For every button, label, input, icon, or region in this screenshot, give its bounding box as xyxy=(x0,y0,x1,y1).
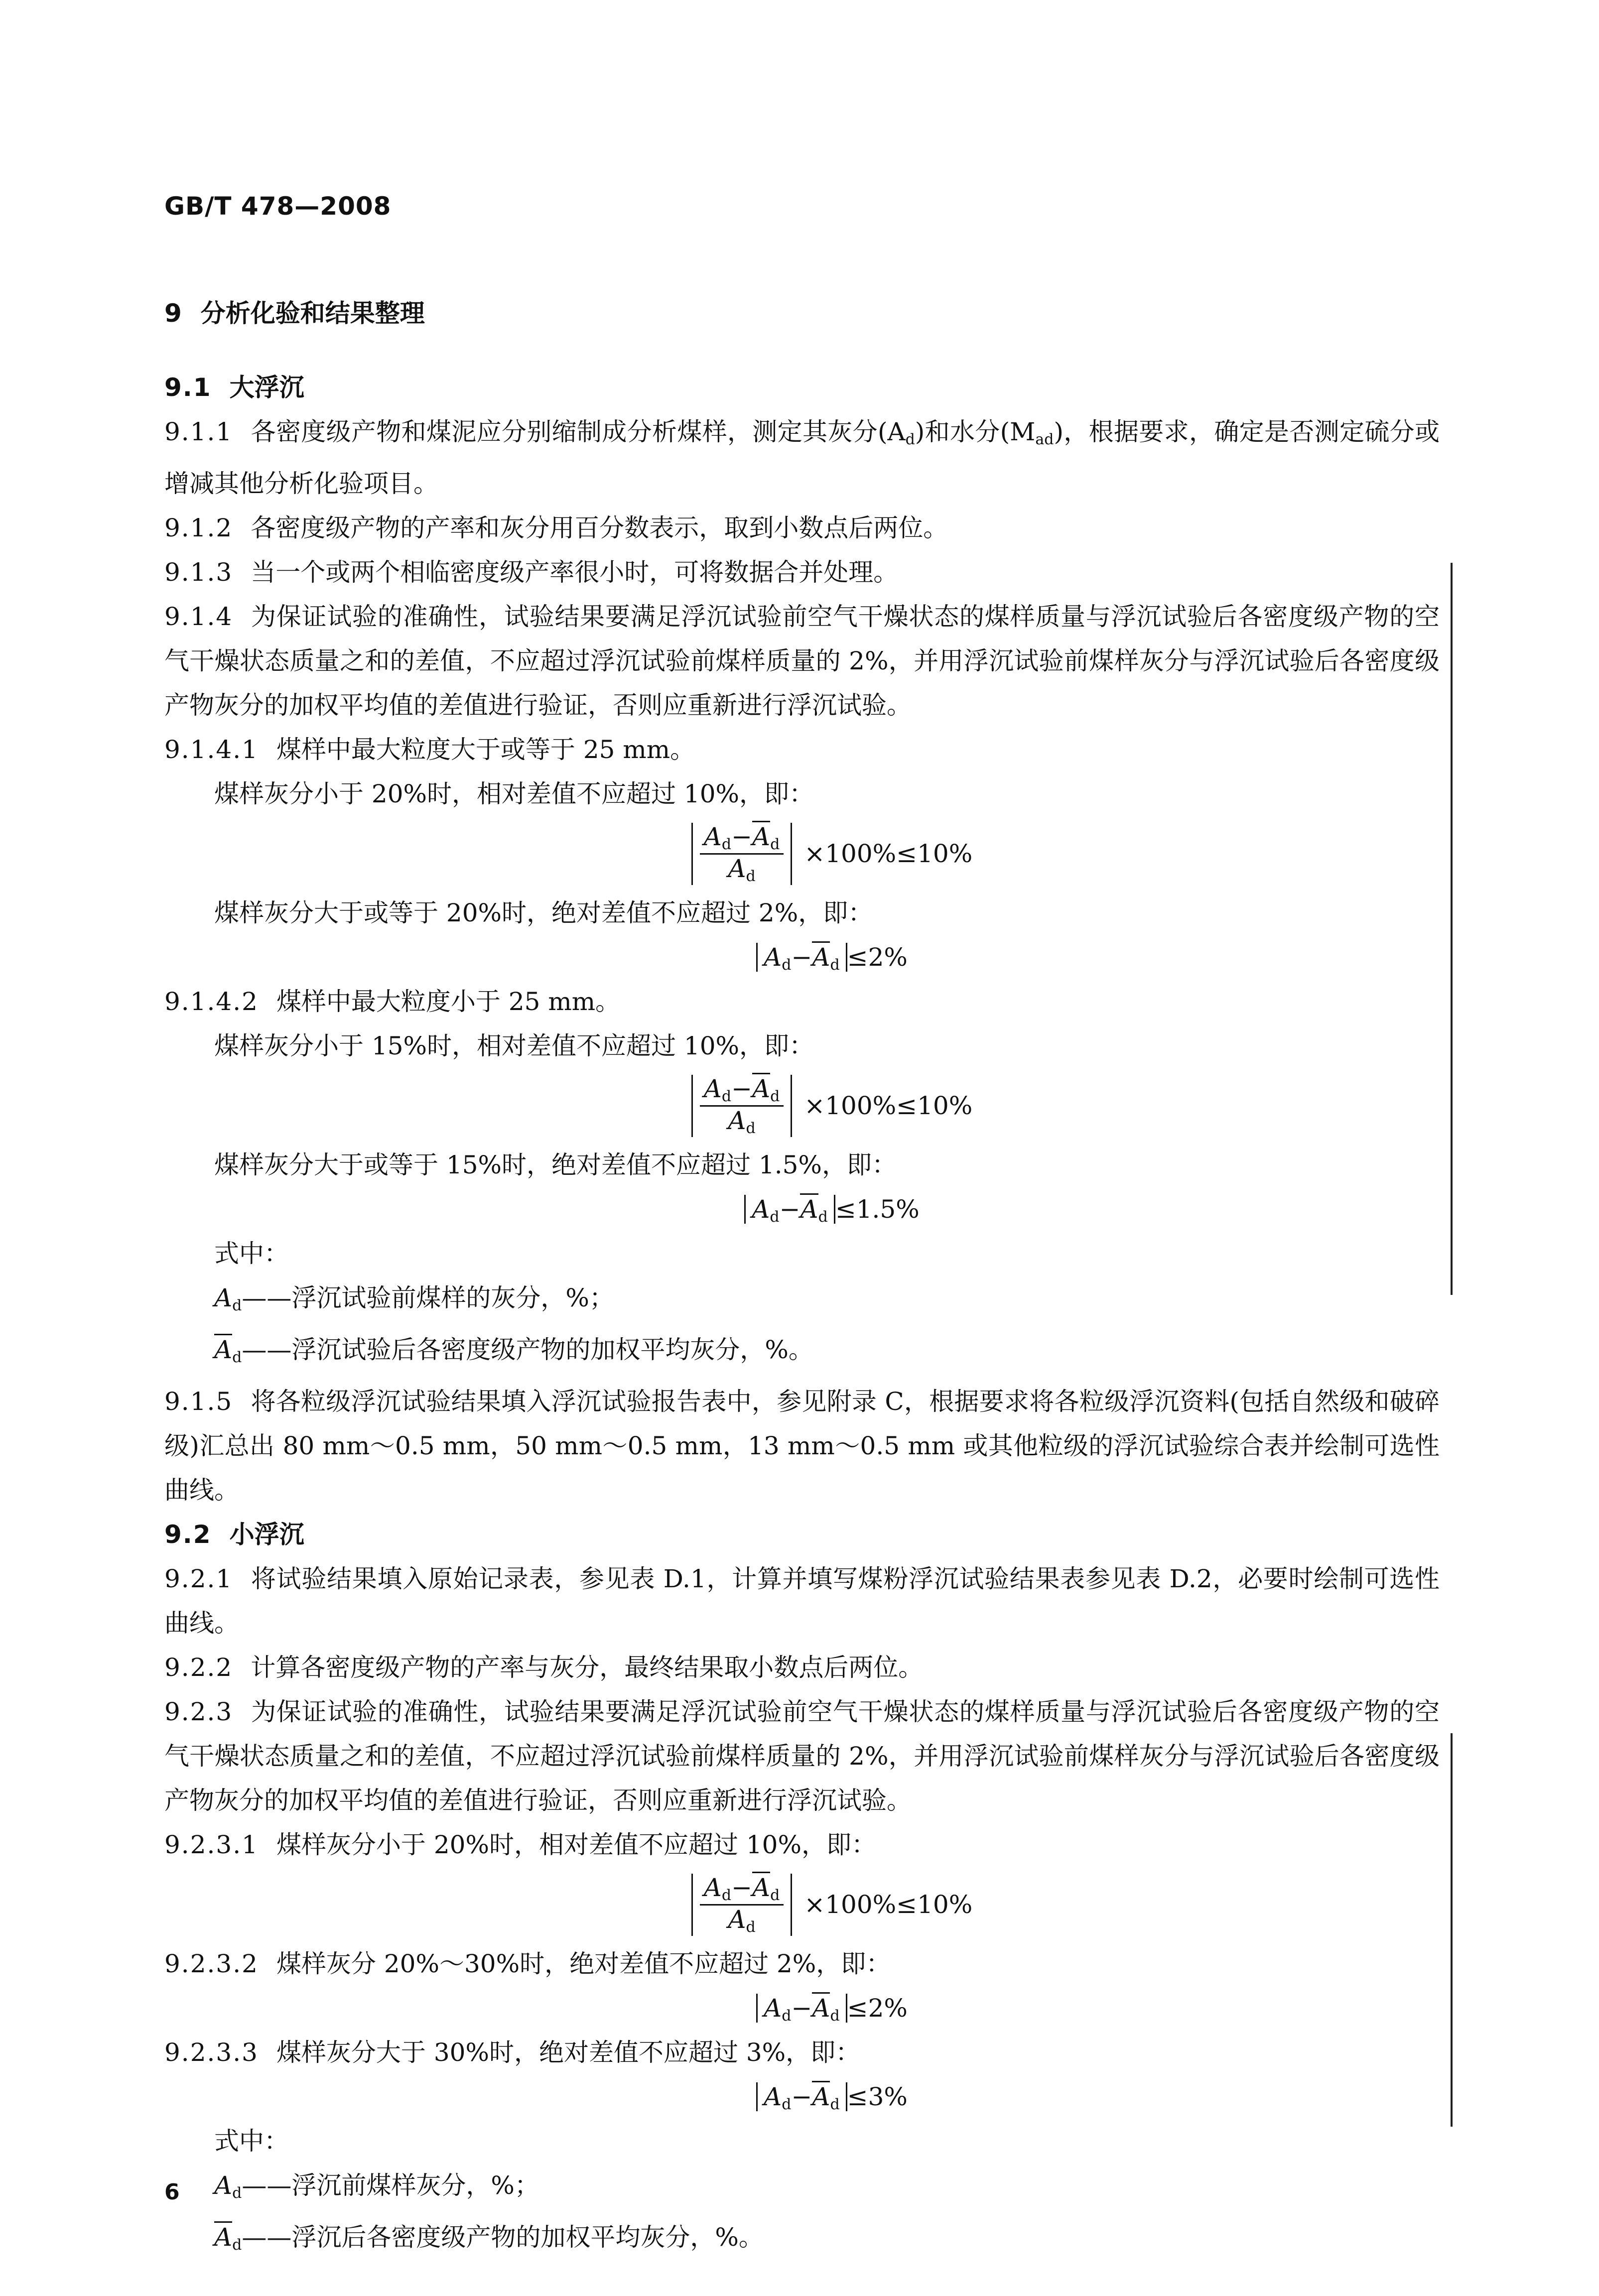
section-heading: 9 分析化验和结果整理 xyxy=(164,299,425,328)
clause-text: 煤样灰分小于 20%时，相对差值不应超过 10%，即： xyxy=(214,779,814,808)
where-def-ad-bar: $A_d——$浮沉试验后各密度级产物的加权平均灰分，%。 xyxy=(164,1328,1440,1380)
clause-9-2-1: 9.2.1 将试验结果填入原始记录表，参见表 D.1，计算并填写煤粉浮沉试验结果表参见表 D.2，必要时绘制可选性曲线。 xyxy=(164,1564,1440,1638)
where-label: 式中： xyxy=(214,1239,289,1268)
where-def-ad: $A_d——$浮沉前煤样灰分，%； xyxy=(214,2171,539,2202)
clause-9-2-3-3: 9.2.3.3 煤样灰分大于 30%时，绝对差值不应超过 3%，即： xyxy=(164,2038,861,2067)
clause-9-2-2: 9.2.2 计算各密度级产物的产率与灰分，最终结果取小数点后两位。 xyxy=(164,1653,924,1682)
where-label: 式中： xyxy=(214,2127,289,2156)
clause-9-2-3-2: 9.2.3.2 煤样灰分 20%～30%时，绝对差值不应超过 2%，即： xyxy=(164,1949,891,1978)
where-def-ad: $A_d——$浮沉试验前煤样的灰分，%； xyxy=(214,1283,614,1314)
formula-absolute-diff: $A_d-A_d \le 3\%$ xyxy=(164,2075,1440,2119)
formula-relative-diff: $\frac{A_d-A_d}{A_d}$ ×100%≤10% xyxy=(164,1068,1440,1143)
clause-9-1-4: 9.1.4 为保证试验的准确性，试验结果要满足浮沉试验前空气干燥状态的煤样质量与浮沉试验后各密度级产物的空气干燥状态质量之和的差值，不应超过浮沉试验前煤样质量的 2%，并用浮沉试验前煤样灰分与浮沉试验后各密度级产物灰分的加权平均值的差值进行验证，否则应重新进行浮沉试验。 xyxy=(164,602,1440,720)
subsection-heading-9-2: 9.2 小浮沉 xyxy=(164,1520,304,1549)
document-body xyxy=(164,291,1440,2267)
change-bar xyxy=(1451,563,1453,1295)
page-number: 6 xyxy=(164,2179,180,2205)
clause-9-1-4-2: 9.1.4.2 煤样中最大粒度小于 25 mm。 xyxy=(164,987,621,1016)
formula-relative-diff: $\frac{A_d-A_d}{A_d}$ ×100%≤10% xyxy=(164,816,1440,891)
formula-absolute-diff: $A_d-A_d \le 2\%$ xyxy=(164,1986,1440,2031)
where-def-ad-bar: $A_d——$浮沉后各密度级产物的加权平均灰分，%。 xyxy=(164,2215,1440,2267)
formula-absolute-diff: $A_d-A_d \le 2\%$ xyxy=(164,935,1440,980)
clause-9-1-2: 9.1.2 各密度级产物的产率和灰分用百分数表示，取到小数点后两位。 xyxy=(164,513,948,542)
clause-text: 煤样灰分大于或等于 15%时，绝对差值不应超过 1.5%，即： xyxy=(214,1150,897,1179)
clause-text: 煤样灰分小于 15%时，相对差值不应超过 10%，即： xyxy=(214,1031,814,1060)
formula-absolute-diff: $A_d-A_d \le 1.5\%$ xyxy=(164,1187,1440,1232)
clause-text: 煤样灰分大于或等于 20%时，绝对差值不应超过 2%，即： xyxy=(214,898,873,927)
clause-9-1-5: 9.1.5 将各粒级浮沉试验结果填入浮沉试验报告表中，参见附录 C，根据要求将各粒级浮沉资料(包括自然级和破碎级)汇总出 80 mm～0.5 mm，50 mm～0.5 mm，13 mm～0.5 mm 或其他粒级的浮沉试验综合表并绘制可选性曲线。 xyxy=(164,1387,1440,1505)
clause-9-1-3: 9.1.3 当一个或两个相临密度级产率很小时，可将数据合并处理。 xyxy=(164,558,899,587)
clause-9-2-3-1: 9.2.3.1 煤样灰分小于 20%时，相对差值不应超过 10%，即： xyxy=(164,1830,876,1859)
subsection-heading-9-1: 9.1 大浮沉 xyxy=(164,373,304,402)
doc-header: GB/T 478—2008 xyxy=(164,192,392,221)
change-bar xyxy=(1451,1733,1453,2127)
clause-9-2-3: 9.2.3 为保证试验的准确性，试验结果要满足浮沉试验前空气干燥状态的煤样质量与浮沉试验后各密度级产物的空气干燥状态质量之和的差值，不应超过浮沉试验前煤样质量的 2%，并用浮沉试验前煤样灰分与浮沉试验后各密度级产物灰分的加权平均值的差值进行验证，否则应重新进行浮沉试验。 xyxy=(164,1697,1440,1815)
clause-9-1-4-1: 9.1.4.1 煤样中最大粒度大于或等于 25 mm。 xyxy=(164,735,695,764)
clause-9-1-1: 9.1.1 各密度级产物和煤泥应分别缩制成分析煤样，测定其灰分$(A_d)$和水分$(M_{ad})$，根据要求，确定是否测定硫分或增减其他分析化验项目。 xyxy=(164,417,1440,498)
formula-relative-diff: $\frac{A_d-A_d}{A_d}$ ×100%≤10% xyxy=(164,1867,1440,1942)
